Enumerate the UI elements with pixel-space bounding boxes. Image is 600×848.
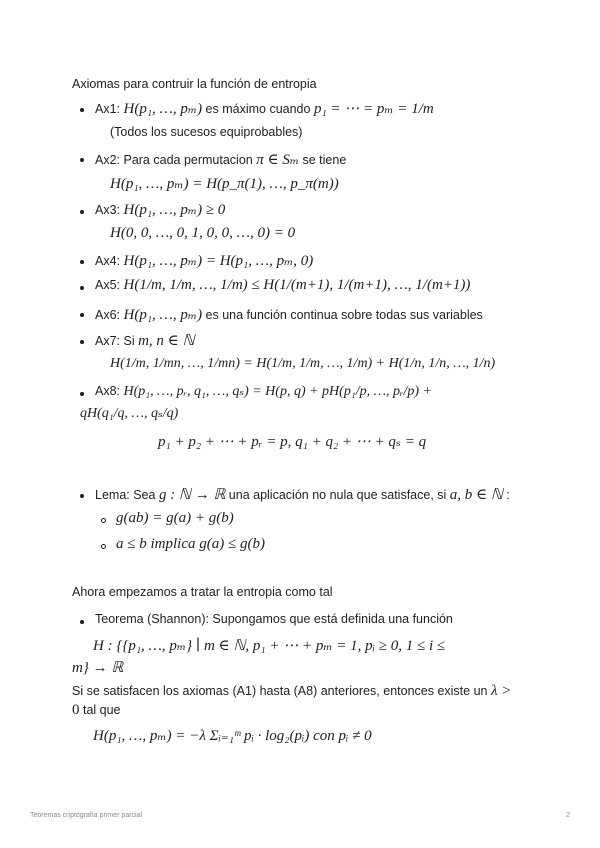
section-heading-axioms: Axiomas para contruir la función de entropia xyxy=(72,77,317,91)
bullet xyxy=(80,620,84,624)
axiom-ax2-formula: H(p₁, …, pₘ) = H(p_π(1), …, p_π(m)) xyxy=(110,176,339,192)
axiom-ax8-continuation: qH(q₁/q, …, qₛ/q) xyxy=(80,406,179,421)
bullet xyxy=(80,158,84,162)
bullet xyxy=(80,260,84,264)
axiom-ax6: Ax6: H(p₁, …, pₘ) es una función continua sobre todas sus variables xyxy=(95,307,483,323)
axiom-ax2: Ax2: Para cada permutacion π ∈ Sₘ se tiene xyxy=(95,152,347,168)
theorem-shannon: Teorema (Shannon): Supongamos que está definida una función xyxy=(95,612,453,626)
lemma-item-2: a ≤ b implica g(a) ≤ g(b) xyxy=(116,536,265,552)
sub-bullet xyxy=(101,544,106,549)
bullet xyxy=(80,392,84,396)
shannon-entropy-formula: H(p₁, …, pₘ) = −λ Σᵢ₌₁ᵐ pᵢ · log₂(pᵢ) con pᵢ ≠ 0 xyxy=(93,728,372,744)
page-number: 2 xyxy=(566,812,570,819)
bullet xyxy=(80,494,84,498)
axiom-ax7-formula: H(1/m, 1/mn, …, 1/mn) = H(1/m, 1/m, …, 1/m) + H(1/n, 1/n, …, 1/n) xyxy=(110,356,496,371)
entropy-definition-line2: m} → ℝ xyxy=(72,660,124,676)
bullet xyxy=(80,340,84,344)
axiom-ax4: Ax4: H(p₁, …, pₘ) = H(p₁, …, pₘ, 0) xyxy=(95,253,314,269)
theorem-condition-cont: 0 tal que xyxy=(72,702,121,718)
axiom-ax1-note: (Todos los sucesos equiprobables) xyxy=(110,125,303,139)
theorem-condition: Si se satisfacen los axiomas (A1) hasta (A8) anteriores, entonces existe un λ > xyxy=(72,683,512,699)
axiom-ax7: Ax7: Si m, n ∈ ℕ xyxy=(95,333,195,349)
axiom-ax8-constraints: p₁ + p₂ + ⋯ + pᵣ = p, q₁ + q₂ + ⋯ + qₛ = q xyxy=(158,434,427,450)
bullet xyxy=(80,313,84,317)
bullet xyxy=(80,286,84,290)
axiom-ax3: Ax3: H(p₁, …, pₘ) ≥ 0 xyxy=(95,202,226,218)
lemma-item-1: g(ab) = g(a) + g(b) xyxy=(116,510,234,526)
axiom-ax8: Ax8: H(p₁, …, pᵣ, q₁, …, qₛ) = H(p, q) + pH(p₁/p, …, pᵣ/p) + xyxy=(95,384,432,399)
footer-title: Teoremas criptografía primer parcial xyxy=(30,812,143,819)
axiom-ax5: Ax5: H(1/m, 1/m, …, 1/m) ≤ H(1/(m+1), 1/(m+1), …, 1/(m+1)) xyxy=(95,277,471,293)
entropy-definition-line1: H : {{p₁, …, pₘ} ∣ m ∈ ℕ, p₁ + ⋯ + pₘ = 1, pᵢ ≥ 0, 1 ≤ i ≤ xyxy=(93,638,446,654)
axiom-ax1: Ax1: H(p₁, …, pₘ) es máximo cuando p₁ = ⋯ = pₘ = 1/m xyxy=(95,101,434,117)
bullet xyxy=(80,108,84,112)
section-heading-entropy: Ahora empezamos a tratar la entropia como tal xyxy=(72,585,333,599)
axiom-ax3-formula: H(0, 0, …, 0, 1, 0, 0, …, 0) = 0 xyxy=(110,225,296,241)
lemma: Lema: Sea g : ℕ → ℝ una aplicación no nula que satisface, si a, b ∈ ℕ : xyxy=(95,487,510,503)
bullet xyxy=(80,210,84,214)
sub-bullet xyxy=(101,518,106,523)
